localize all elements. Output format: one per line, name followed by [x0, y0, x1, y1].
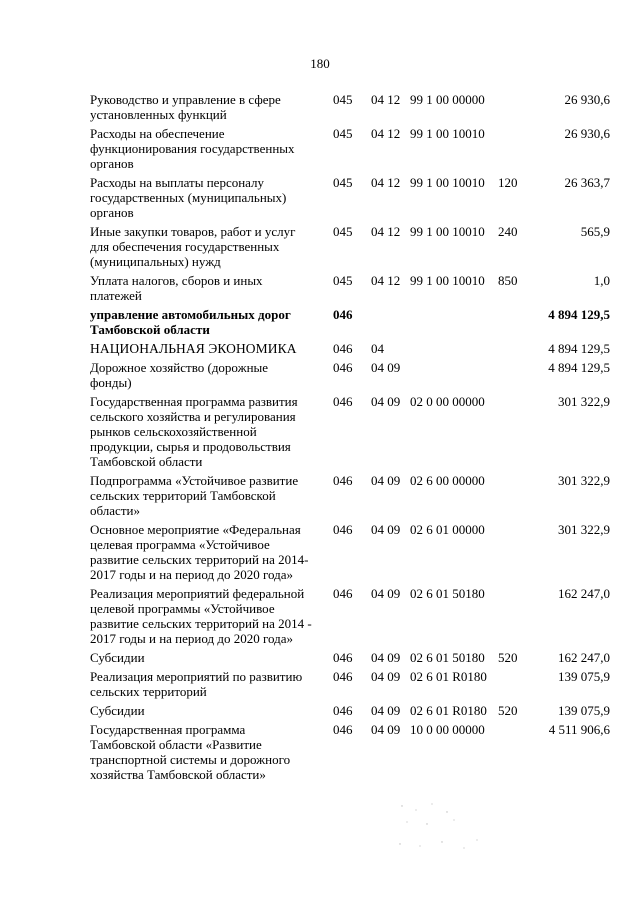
cell-csr: 10 0 00 00000 — [410, 722, 485, 737]
table-row — [90, 473, 610, 518]
cell-ved: 046 — [333, 394, 353, 409]
table-row — [90, 92, 610, 122]
row-name: Иные закупки товаров, работ и услуг для обеспечения государственных (муниципальных) нужд — [90, 224, 296, 269]
cell-rz: 04 09 — [371, 650, 401, 665]
cell-ved: 046 — [333, 586, 353, 601]
row-name: Основное мероприятие «Федеральная целевая программа «Устойчивое развитие сельских территорий на 2014-2017 годы и на период до 2020 года» — [90, 522, 309, 582]
cell-vr: 240 — [498, 224, 518, 239]
cell-vr: 520 — [498, 650, 518, 665]
cell-rz: 04 — [371, 341, 384, 356]
row-name: управление автомобильных дорог Тамбовской области — [90, 307, 291, 337]
cell-ved: 045 — [333, 126, 353, 141]
budget-table — [90, 92, 610, 786]
cell-rz: 04 09 — [371, 722, 401, 737]
cell-csr: 99 1 00 10010 — [410, 175, 485, 190]
cell-sum: 139 075,9 — [558, 669, 610, 684]
cell-csr: 99 1 00 10010 — [410, 273, 485, 288]
row-name: Субсидии — [90, 650, 145, 665]
table-row — [90, 273, 610, 303]
cell-sum: 26 363,7 — [564, 175, 610, 190]
table-row — [90, 586, 610, 646]
cell-rz: 04 12 — [371, 224, 401, 239]
cell-sum: 4 894 129,5 — [548, 307, 610, 322]
cell-sum: 26 930,6 — [564, 92, 610, 107]
cell-ved: 046 — [333, 669, 353, 684]
row-name: Субсидии — [90, 703, 145, 718]
cell-rz: 04 09 — [371, 586, 401, 601]
cell-csr: 02 6 01 R0180 — [410, 669, 487, 684]
cell-csr: 99 1 00 10010 — [410, 224, 485, 239]
cell-sum: 4 894 129,5 — [548, 341, 610, 356]
cell-sum: 1,0 — [593, 273, 610, 288]
cell-sum: 301 322,9 — [558, 473, 610, 488]
cell-csr: 02 6 01 50180 — [410, 650, 485, 665]
row-name: Руководство и управление в сфере установленных функций — [90, 92, 281, 122]
cell-sum: 26 930,6 — [564, 126, 610, 141]
cell-rz: 04 09 — [371, 669, 401, 684]
table-row — [90, 669, 610, 699]
cell-sum: 4 511 906,6 — [548, 722, 610, 737]
cell-rz: 04 09 — [371, 394, 401, 409]
cell-vr: 850 — [498, 273, 518, 288]
cell-ved: 046 — [333, 650, 353, 665]
table-row — [90, 394, 610, 469]
row-name: Подпрограмма «Устойчивое развитие сельских территорий Тамбовской области» — [90, 473, 299, 518]
row-name: Реализация мероприятий по развитию сельских территорий — [90, 669, 303, 699]
row-name: Расходы на обеспечение функционирования государственных органов — [90, 126, 295, 171]
page-number: 180 — [310, 56, 330, 71]
table-row — [90, 722, 610, 782]
cell-ved: 046 — [333, 722, 353, 737]
cell-ved: 046 — [333, 360, 353, 375]
table-row — [90, 307, 610, 337]
table-row — [90, 126, 610, 171]
row-name: Государственная программа Тамбовской области «Развитие транспортной системы и дорожного хозяйства Тамбовской области» — [90, 722, 291, 782]
cell-csr: 02 6 01 R0180 — [410, 703, 487, 718]
cell-csr: 99 1 00 10010 — [410, 126, 485, 141]
cell-ved: 045 — [333, 92, 353, 107]
cell-ved: 046 — [333, 703, 353, 718]
table-row — [90, 650, 610, 665]
row-name: Уплата налогов, сборов и иных платежей — [90, 273, 263, 303]
cell-rz: 04 09 — [371, 522, 401, 537]
cell-rz: 04 09 — [371, 360, 401, 375]
table-row — [90, 341, 610, 356]
cell-ved: 046 — [333, 307, 353, 322]
row-name: Дорожное хозяйство (дорожные фонды) — [90, 360, 269, 390]
table-row — [90, 703, 610, 718]
row-name: Расходы на выплаты персоналу государственных (муниципальных) органов — [90, 175, 287, 220]
cell-csr: 02 0 00 00000 — [410, 394, 485, 409]
table-row — [90, 360, 610, 390]
cell-csr: 02 6 01 00000 — [410, 522, 485, 537]
cell-sum: 162 247,0 — [558, 586, 610, 601]
table-row — [90, 175, 610, 220]
table-row — [90, 224, 610, 269]
cell-ved: 046 — [333, 341, 353, 356]
scan-artifact — [392, 800, 492, 860]
cell-sum: 162 247,0 — [558, 650, 610, 665]
cell-rz: 04 12 — [371, 175, 401, 190]
table-row — [90, 522, 610, 582]
cell-rz: 04 09 — [371, 473, 401, 488]
cell-csr: 99 1 00 00000 — [410, 92, 485, 107]
cell-vr: 520 — [498, 703, 518, 718]
row-name: Реализация мероприятий федеральной целевой программы «Устойчивое развитие сельских территорий на 2014 - 2017 годы и на период до 2020 года» — [90, 586, 312, 646]
cell-csr: 02 6 00 00000 — [410, 473, 485, 488]
cell-vr: 120 — [498, 175, 518, 190]
cell-ved: 045 — [333, 273, 353, 288]
cell-sum: 139 075,9 — [558, 703, 610, 718]
cell-sum: 4 894 129,5 — [548, 360, 610, 375]
cell-sum: 565,9 — [580, 224, 610, 239]
cell-rz: 04 12 — [371, 273, 401, 288]
cell-sum: 301 322,9 — [558, 522, 610, 537]
cell-ved: 046 — [333, 473, 353, 488]
cell-rz: 04 12 — [371, 92, 401, 107]
cell-csr: 02 6 01 50180 — [410, 586, 485, 601]
row-name: Государственная программа развития сельского хозяйства и регулирования рынков сельскохозяйственной продукции, сырья и продовольствия Тамбовской области — [90, 394, 298, 469]
cell-rz: 04 12 — [371, 126, 401, 141]
cell-sum: 301 322,9 — [558, 394, 610, 409]
cell-ved: 046 — [333, 522, 353, 537]
cell-ved: 045 — [333, 175, 353, 190]
cell-ved: 045 — [333, 224, 353, 239]
row-name: НАЦИОНАЛЬНАЯ ЭКОНОМИКА — [90, 341, 297, 356]
cell-rz: 04 09 — [371, 703, 401, 718]
